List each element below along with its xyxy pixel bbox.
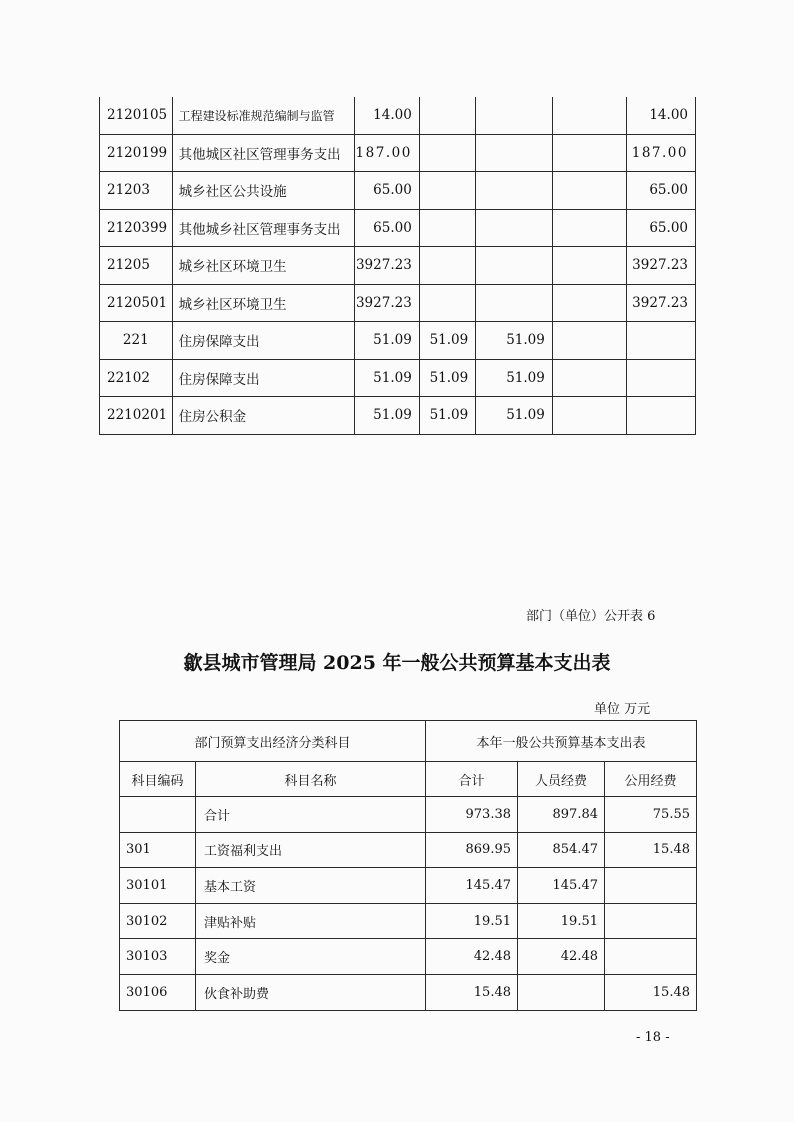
subject-code: 21203 [100, 172, 173, 210]
budget-table-continued [99, 97, 696, 435]
public-value: 75.55 [605, 797, 697, 833]
personnel-value [476, 134, 553, 172]
personnel-value: 51.09 [476, 322, 553, 360]
personnel-value: 145.47 [518, 868, 605, 904]
total-value: 14.00 [355, 97, 420, 134]
public-value [552, 209, 627, 247]
project-value [627, 359, 696, 397]
public-value [552, 134, 627, 172]
public-value [552, 322, 627, 360]
total-value: 51.09 [355, 359, 420, 397]
table-row [120, 832, 697, 868]
subject-code [120, 797, 196, 833]
table-row [100, 247, 696, 285]
basic-value [419, 134, 475, 172]
personnel-value [476, 172, 553, 210]
basic-value: 51.09 [419, 397, 475, 435]
column-header-public: 公用经费 [605, 762, 697, 797]
personnel-value: 51.09 [476, 359, 553, 397]
public-value [552, 172, 627, 210]
subject-name: 其他城区社区管理事务支出 [172, 134, 354, 172]
personnel-value: 42.48 [518, 939, 605, 975]
personnel-value [476, 97, 553, 134]
project-value: 14.00 [627, 97, 696, 134]
public-value [605, 939, 697, 975]
column-header-code: 科目编码 [120, 762, 196, 797]
project-value [627, 322, 696, 360]
personnel-value [476, 247, 553, 285]
personnel-value [518, 974, 605, 1010]
personnel-value [476, 209, 553, 247]
project-value: 65.00 [627, 209, 696, 247]
column-header-name: 科目名称 [196, 762, 426, 797]
subject-name: 城乡社区公共设施 [172, 172, 354, 210]
public-value [605, 903, 697, 939]
total-value: 65.00 [355, 172, 420, 210]
table-row [100, 359, 696, 397]
subject-name: 工程建设标准规范编制与监管 [172, 97, 354, 134]
table-row [100, 322, 696, 360]
subject-code: 2120105 [100, 97, 173, 134]
project-value: 3927.23 [627, 247, 696, 285]
personnel-value: 897.84 [518, 797, 605, 833]
subject-code: 301 [120, 832, 196, 868]
subject-code: 21205 [100, 247, 173, 285]
basic-value [419, 247, 475, 285]
table-row [120, 974, 697, 1010]
basic-value [419, 284, 475, 322]
header-basic-expenditure: 本年一般公共预算基本支出表 [426, 721, 697, 762]
table-header-row [120, 762, 697, 797]
subject-code: 2120199 [100, 134, 173, 172]
total-value: 973.38 [426, 797, 518, 833]
subject-code: 30103 [120, 939, 196, 975]
subject-name: 伙食补助费 [196, 974, 426, 1010]
table-row [120, 868, 697, 904]
subject-name: 其他城乡社区管理事务支出 [172, 209, 354, 247]
total-value: 19.51 [426, 903, 518, 939]
table-row [120, 797, 697, 833]
total-value: 869.95 [426, 832, 518, 868]
unit-label: 单位 万元 [594, 702, 651, 717]
total-value: 187.00 [355, 134, 420, 172]
public-value [552, 397, 627, 435]
table-row [100, 397, 696, 435]
personnel-value: 19.51 [518, 903, 605, 939]
table-row [120, 939, 697, 975]
column-header-total: 合计 [426, 762, 518, 797]
subject-code: 30106 [120, 974, 196, 1010]
subject-code: 221 [100, 322, 173, 360]
basic-value [419, 209, 475, 247]
public-value [552, 97, 627, 134]
total-value: 51.09 [355, 397, 420, 435]
basic-expenditure-table [119, 720, 697, 1011]
personnel-value [476, 284, 553, 322]
table-header-row [120, 721, 697, 762]
subject-name: 住房保障支出 [172, 322, 354, 360]
total-value: 15.48 [426, 974, 518, 1010]
basic-value [419, 97, 475, 134]
subject-name: 城乡社区环境卫生 [172, 247, 354, 285]
header-economic-category: 部门预算支出经济分类科目 [120, 721, 426, 762]
table-row [100, 209, 696, 247]
basic-value: 51.09 [419, 359, 475, 397]
subject-name: 住房公积金 [172, 397, 354, 435]
subject-code: 2210201 [100, 397, 173, 435]
subject-code: 30102 [120, 903, 196, 939]
total-value: 145.47 [426, 868, 518, 904]
page-number: - 18 - [636, 1030, 670, 1045]
public-value: 15.48 [605, 832, 697, 868]
personnel-value: 854.47 [518, 832, 605, 868]
total-value: 65.00 [355, 209, 420, 247]
table-row [100, 97, 696, 134]
table-label: 部门（单位）公开表 6 [526, 609, 656, 624]
subject-name: 津贴补贴 [196, 903, 426, 939]
table-row [100, 284, 696, 322]
subject-code: 30101 [120, 868, 196, 904]
basic-value: 51.09 [419, 322, 475, 360]
subject-code: 22102 [100, 359, 173, 397]
project-value [627, 397, 696, 435]
total-value: 42.48 [426, 939, 518, 975]
total-value: 3927.23 [355, 247, 420, 285]
public-value [552, 247, 627, 285]
subject-code: 2120399 [100, 209, 173, 247]
basic-value [419, 172, 475, 210]
subject-name: 奖金 [196, 939, 426, 975]
total-value: 3927.23 [355, 284, 420, 322]
project-value: 3927.23 [627, 284, 696, 322]
public-value [552, 359, 627, 397]
column-header-personnel: 人员经费 [518, 762, 605, 797]
subject-name: 工资福利支出 [196, 832, 426, 868]
subject-name: 基本工资 [196, 868, 426, 904]
total-value: 51.09 [355, 322, 420, 360]
table-row [100, 172, 696, 210]
personnel-value: 51.09 [476, 397, 553, 435]
public-value [552, 284, 627, 322]
page-title: 歙县城市管理局 2025 年一般公共预算基本支出表 [183, 652, 611, 674]
project-value: 187.00 [627, 134, 696, 172]
public-value [605, 868, 697, 904]
public-value: 15.48 [605, 974, 697, 1010]
table-row [120, 903, 697, 939]
project-value: 65.00 [627, 172, 696, 210]
subject-code: 2120501 [100, 284, 173, 322]
table-row [100, 134, 696, 172]
subject-name: 住房保障支出 [172, 359, 354, 397]
subject-name: 合计 [196, 797, 426, 833]
subject-name: 城乡社区环境卫生 [172, 284, 354, 322]
